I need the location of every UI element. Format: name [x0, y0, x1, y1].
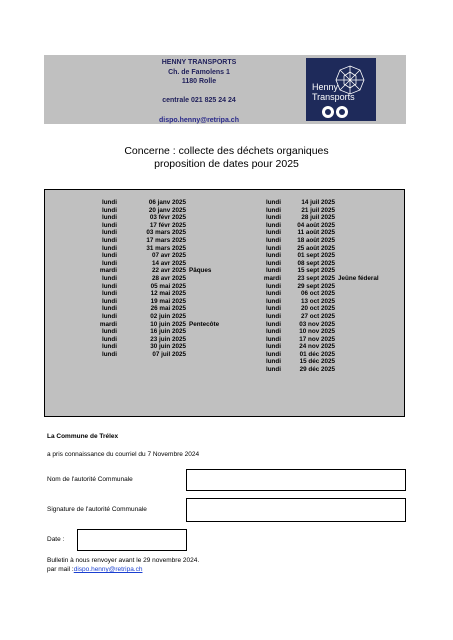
commune-name: La Commune de Trélex	[47, 433, 119, 440]
weekday: lundi	[265, 335, 281, 343]
collection-date: 11 août 2025	[297, 229, 335, 237]
weekday: lundi	[265, 320, 281, 328]
collection-date: 29 sept 2025	[297, 282, 335, 290]
collection-date: 17 févr 2025	[149, 221, 186, 229]
company-name: HENNY TRANSPORTS	[161, 59, 237, 66]
company-email: dispo.henny@retripa.ch	[159, 116, 239, 124]
weekday: lundi	[101, 290, 117, 298]
weekday: lundi	[265, 259, 281, 267]
dates-panel	[44, 189, 405, 417]
weekday: lundi	[101, 328, 117, 336]
collection-date: 13 oct 2025	[301, 297, 335, 305]
collection-date: 12 mai 2025	[150, 290, 186, 298]
mail-prefix: par mail :	[47, 566, 74, 573]
weekday: lundi	[101, 214, 117, 222]
collection-date: 29 déc 2025	[299, 366, 335, 374]
weekday: lundi	[101, 343, 117, 351]
collection-date: 05 mai 2025	[150, 282, 186, 290]
weekday: lundi	[265, 267, 281, 275]
weekday: lundi	[265, 328, 281, 336]
weekday: lundi	[101, 252, 117, 260]
letterhead	[44, 55, 406, 124]
return-note: Bulletin à nous renvoyer avant le 29 novembre 2024.	[47, 557, 200, 564]
company-logo	[306, 58, 376, 121]
collection-date: 20 oct 2025	[301, 305, 335, 313]
weekday: lundi	[265, 236, 281, 244]
subject-line-2: proposition de dates pour 2025	[154, 158, 299, 170]
collection-date: 18 août 2025	[297, 236, 335, 244]
collection-date: 24 nov 2025	[299, 343, 335, 351]
holiday-note: Jeûne féderal	[338, 274, 379, 282]
weekday: lundi	[265, 221, 281, 229]
company-phone: centrale 021 825 24 24	[162, 97, 236, 105]
holiday-note: Pâques	[189, 267, 212, 275]
weekday: lundi	[265, 282, 281, 290]
acknowledgement-text: a pris connaissance du courriel du 7 Novembre 2024	[47, 451, 200, 458]
date-field[interactable]	[77, 529, 187, 551]
collection-date: 08 sept 2025	[297, 259, 335, 267]
weekday: lundi	[101, 282, 117, 290]
weekday: lundi	[265, 252, 281, 260]
email-link[interactable]: dispo.henny@retripa.ch	[73, 566, 143, 573]
weekday: mardi	[263, 274, 281, 282]
collection-date: 14 avr 2025	[152, 259, 186, 267]
weekday: lundi	[265, 343, 281, 351]
company-street: Ch. de Famolens 1	[168, 68, 230, 76]
collection-date: 25 août 2025	[297, 244, 335, 252]
weekday: lundi	[265, 244, 281, 252]
weekday: lundi	[101, 274, 117, 282]
collection-date: 10 juin 2025	[150, 320, 186, 328]
weekday: lundi	[265, 297, 281, 305]
subject	[0, 145, 453, 171]
collection-date: 03 févr 2025	[149, 214, 186, 222]
weekday: lundi	[265, 350, 281, 358]
logo-text-1: Henny	[312, 82, 339, 92]
weekday: lundi	[265, 214, 281, 222]
signature-label: Signature de l'autorité Communale	[47, 506, 147, 513]
weekday: lundi	[101, 236, 117, 244]
weekday: mardi	[99, 320, 117, 328]
collection-date: 28 avr 2025	[152, 274, 186, 282]
collection-date: 02 juin 2025	[150, 312, 186, 320]
holiday-note: Pentecôte	[189, 320, 220, 328]
collection-date: 23 juin 2025	[150, 335, 186, 343]
collection-date: 23 sept 2025	[297, 274, 335, 282]
collection-date: 01 sept 2025	[297, 252, 335, 260]
collection-date: 17 mars 2025	[146, 236, 186, 244]
weekday: lundi	[265, 312, 281, 320]
collection-date: 22 avr 2025	[152, 267, 186, 275]
weekday: lundi	[101, 305, 117, 313]
collection-date: 30 juin 2025	[150, 343, 186, 351]
weekday: lundi	[265, 366, 281, 374]
collection-date: 27 oct 2025	[301, 312, 335, 320]
date-label: Date :	[47, 536, 65, 543]
weekday: lundi	[265, 229, 281, 237]
collection-date: 16 juin 2025	[150, 328, 186, 336]
collection-date: 20 janv 2025	[148, 206, 186, 214]
weekday: lundi	[265, 305, 281, 313]
collection-date: 21 juil 2025	[301, 206, 335, 214]
weekday: lundi	[101, 199, 117, 206]
collection-date: 07 avr 2025	[152, 252, 186, 260]
weekday: lundi	[101, 350, 117, 358]
signature-field[interactable]	[186, 498, 406, 522]
collection-date: 26 mai 2025	[150, 305, 186, 313]
weekday: lundi	[265, 290, 281, 298]
collection-date: 28 juil 2025	[301, 214, 335, 222]
authority-name-field[interactable]	[186, 469, 406, 491]
collection-date: 31 mars 2025	[146, 244, 186, 252]
weekday: lundi	[101, 335, 117, 343]
collection-date: 15 déc 2025	[299, 358, 335, 366]
collection-date: 14 juil 2025	[301, 199, 335, 206]
collection-date: 15 sept 2025	[297, 267, 335, 275]
authority-label: Nom de l'autorité Communale	[47, 476, 133, 483]
weekday: lundi	[265, 206, 281, 214]
collection-date: 06 oct 2025	[301, 290, 335, 298]
collection-date: 06 janv 2025	[148, 199, 186, 206]
weekday: mardi	[99, 267, 117, 275]
subject-line-1: Concerne : collecte des déchets organiques	[124, 145, 329, 157]
weekday: lundi	[101, 259, 117, 267]
mail-line	[47, 566, 142, 574]
collection-date: 03 mars 2025	[146, 229, 186, 237]
weekday: lundi	[101, 244, 117, 252]
weekday: lundi	[101, 206, 117, 214]
collection-date: 10 nov 2025	[299, 328, 335, 336]
logo-text-2: Transports	[312, 92, 355, 102]
weekday: lundi	[101, 229, 117, 237]
collection-date: 07 juil 2025	[152, 350, 186, 358]
truck-logo-icon	[306, 58, 376, 121]
weekday: lundi	[265, 199, 281, 206]
collection-date: 17 nov 2025	[299, 335, 335, 343]
company-city: 1180 Rolle	[181, 78, 217, 86]
weekday: lundi	[101, 297, 117, 305]
weekday: lundi	[101, 312, 117, 320]
collection-date: 01 déc 2025	[299, 350, 335, 358]
collection-date: 19 mai 2025	[150, 297, 186, 305]
collection-date: 04 août 2025	[297, 221, 335, 229]
collection-date: 03 nov 2025	[299, 320, 335, 328]
weekday: lundi	[101, 221, 117, 229]
weekday: lundi	[265, 358, 281, 366]
